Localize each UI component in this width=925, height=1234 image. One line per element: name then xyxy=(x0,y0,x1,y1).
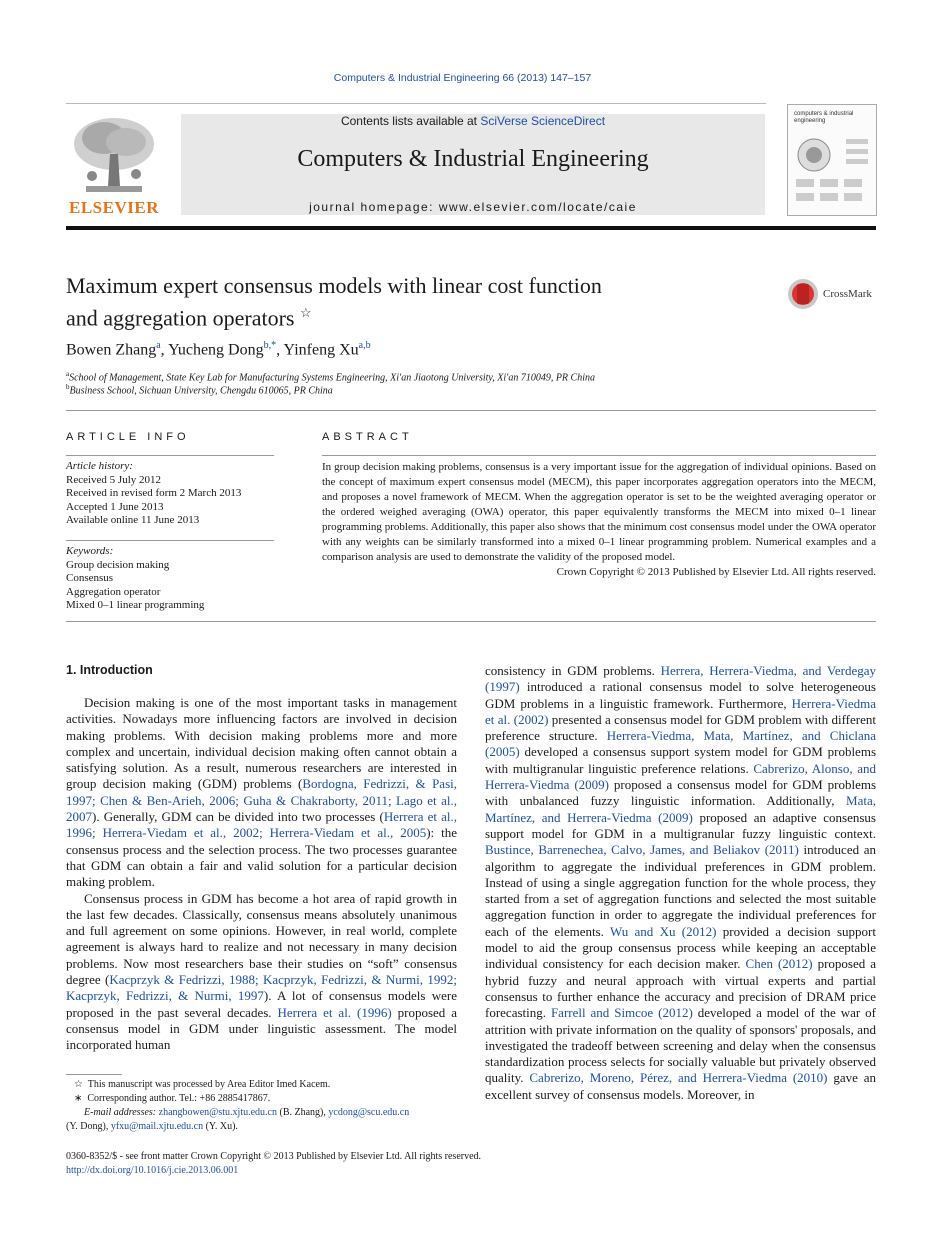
citation-link[interactable]: Wu and Xu (2012) xyxy=(609,923,717,939)
footnote-star-mark: ☆ xyxy=(74,1079,83,1090)
affiliation-b-text: Business School, Sichuan University, Chengdu 610065, PR China xyxy=(69,385,333,397)
footnote-editor: ☆ This manuscript was processed by Area Editor Imed Kacem. xyxy=(74,1079,331,1090)
keywords-label: Keywords: xyxy=(66,545,114,557)
citation-link[interactable]: Bordogna, Fedrizzi, & Pasi, 1997; Chen & Ben-Arieh, 2006; Guha & Chakraborty, 2011; Lago et al., 2007 xyxy=(66,776,457,825)
email-link[interactable]: ycdong@scu.edu.cn xyxy=(328,1107,410,1118)
cover-title: computers & industrial engineering xyxy=(794,111,854,124)
history-item: Received in revised form 2 March 2013 xyxy=(66,487,242,499)
citation-link[interactable]: Herrera et al., 1996; Herrera-Viedam et al., 2002; Herrera-Viedam et al., 2005 xyxy=(66,809,457,841)
citation-link[interactable]: Farrell and Simcoe (2012) xyxy=(550,1005,693,1021)
affiliation-a xyxy=(66,370,595,383)
keywords-rule xyxy=(66,540,274,541)
keywords xyxy=(66,545,276,613)
crossmark-label: CrossMark xyxy=(823,288,872,300)
journal-reference[interactable]: Computers & Industrial Engineering 66 (2013) 147–157 xyxy=(333,72,592,84)
doi-link[interactable]: http://dx.doi.org/10.1016/j.cie.2013.06.001 xyxy=(66,1165,239,1176)
abstract-body xyxy=(322,460,876,580)
citation-link[interactable]: Mata, Martínez, and Herrera-Viedma (2009) xyxy=(485,793,876,825)
footnote-emails: E-mail addresses: zhangbowen@stu.xjtu.edu.cn (B. Zhang), ycdong@scu.edu.cn xyxy=(84,1107,410,1118)
sciencedirect-link[interactable]: SciVerse ScienceDirect xyxy=(480,114,606,128)
article-info-heading: ARTICLE INFO xyxy=(66,431,190,443)
email-link[interactable]: zhangbowen@stu.xjtu.edu.cn xyxy=(158,1107,277,1118)
issn-doi-block xyxy=(66,1150,481,1178)
affiliation-sup[interactable]: b, xyxy=(263,340,272,351)
affiliation-rule xyxy=(66,410,876,411)
journal-cover-thumbnail xyxy=(787,104,877,216)
issn-line: 0360-8352/$ - see front matter Crown Copyright © 2013 Published by Elsevier Ltd. All rights reserved. xyxy=(66,1151,482,1162)
keyword-item: Group decision making xyxy=(66,558,170,571)
footnotes xyxy=(66,1078,458,1134)
affiliation-sup[interactable]: a xyxy=(156,340,161,351)
affiliation-sup[interactable]: a,b xyxy=(358,340,371,351)
author-name: Yucheng Dong xyxy=(168,341,264,359)
citation-link[interactable]: Chen (2012) xyxy=(745,956,813,972)
affiliation-b xyxy=(66,383,333,396)
header-thick-rule xyxy=(66,226,876,230)
article-title xyxy=(66,272,716,331)
article-history-label: Article history: xyxy=(66,460,133,472)
email-link[interactable]: yfxu@mail.xjtu.edu.cn xyxy=(110,1121,204,1132)
citation-link[interactable]: Herrera et al. (1996) xyxy=(277,1004,392,1020)
article-history xyxy=(66,460,276,528)
citation-link[interactable]: Cabrerizo, Alonso, and Herrera-Viedma (2009) xyxy=(485,760,876,793)
elsevier-wordmark: ELSEVIER xyxy=(69,198,159,217)
intro-paragraph-2: Consensus process in GDM has become a hot area of rapid growth in the last few decades. Classically, consensus means absolutely unanimous and full agreement on some opinions. However, in real world, complete agreement is always hard to realize and not necessary in many decision problems. Now most researchers base their studies on “soft” consensus degree (Kacprzyk & Fedrizzi, 1988; Kacprzyk, Fedrizzi, & Nurmi, 1992; Kacprzyk, Fedrizzi, & Nurmi, 1997). A lot of consensus models were proposed in the past several decades. Herrera et al. (1996) proposed a consensus model in GDM under linguistic assessment. The model incorporated human xyxy=(66,890,458,1053)
history-item: Available online 11 June 2013 xyxy=(66,514,200,526)
abstract-rule xyxy=(322,455,876,456)
footnote-emails-cont: (Y. Dong), yfxu@mail.xjtu.edu.cn (Y. Xu). xyxy=(66,1121,238,1132)
abstract-heading: ABSTRACT xyxy=(322,431,413,443)
intro-paragraph-3: consistency in GDM problems. Herrera, Herrera-Viedma, and Verdegay (1997) introduced a rational consensus model to solve heterogeneous GDM problems in a linguistic framework. Furthermore, Herrera-Viedma et al. (2002) presented a consensus model for GDM problem with different preference structure. Herrera-Viedma, Mata, Martínez, and Chiclana (2005) developed a consensus support system model for GDM problems with multigranular linguistic preference relations. Cabrerizo, Alonso, and Herrera-Viedma (2009) proposed a consensus model for GDM problems with unbalanced fuzzy linguistic information. Additionally, Mata, Martínez, and Herrera-Viedma (2009) proposed an adaptive consensus support model for GDM in a multigranular fuzzy linguistic context. Bustince, Barrenechea, Calvo, James, and Beliakov (2011) introduced an algorithm to aggregate the individual preferences in GDM problem. Instead of using a single aggregation function for the whole process, they started from a set of aggregation functions and selected the most suitable aggregation function in order to aggregate the individual preferences for each of the elements. Wu and Xu (2012) provided a decision support model to aid the group consensus process while keeping an acceptable individual consistency for each decision maker. Chen (2012) proposed a hybrid fuzzy and neural approach with virtual experts and partial consensus to further enhance the accuracy and precision of DRAM price forecasting. Farrell and Simcoe (2012) developed a model of the war of attrition with private information on the quality of sponsors' proposals, and investigated the tradeoff between screening and delay when the consensus standardization process selects for socially valuable but privately observed quality. Cabrerizo, Moreno, Pérez, and Herrera-Viedma (2010) gave an excellent survey of consensus models. Moreover, in xyxy=(485,663,877,1102)
corresponding-author-star[interactable]: * xyxy=(271,340,277,351)
citation-link[interactable]: Herrera-Viedma et al. (2002) xyxy=(485,695,876,727)
citation-link[interactable]: Cabrerizo, Moreno, Pérez, and Herrera-Viedma (2010) xyxy=(529,1070,828,1086)
citation-link[interactable]: Herrera, Herrera-Viedma, and Verdegay (1997) xyxy=(485,663,876,695)
abstract-bottom-rule xyxy=(66,621,876,622)
author-name: Bowen Zhang xyxy=(66,341,157,359)
keyword-item: Aggregation operator xyxy=(66,585,161,598)
author-name: Yinfeng Xu xyxy=(283,341,359,359)
contents-line xyxy=(181,114,765,128)
article-info-rule xyxy=(66,455,274,456)
citation-link[interactable]: Bustince, Barrenechea, Calvo, James, and Beliakov (2011) xyxy=(485,842,799,858)
header-top-rule xyxy=(66,103,766,104)
affiliation-b-sup: b xyxy=(66,383,70,391)
keyword-item: Mixed 0–1 linear programming xyxy=(66,599,205,611)
title-line-1: Maximum expert consensus models with linear cost function xyxy=(66,273,602,298)
footnote-rule xyxy=(66,1074,122,1075)
intro-right-column xyxy=(485,663,876,1103)
title-line-2: and aggregation operators xyxy=(66,305,295,331)
crossmark-icon xyxy=(787,278,819,310)
affiliation-a-sup: a xyxy=(66,370,70,378)
history-item: Accepted 1 June 2013 xyxy=(66,500,164,513)
intro-paragraph-1: Decision making is one of the most important tasks in management activities. Nowadays more influencing factors are involved in decision making problems. With decision making problems more and more complex and uncertain, individual decision making often cannot obtain a satisfying solution. As a result, numerous researchers are interested in group decision making (GDM) problems (Bordogna, Fedrizzi, & Pasi, 1997; Chen & Ben-Arieh, 2006; Guha & Chakraborty, 2011; Lago et al., 2007). Generally, GDM can be divided into two processes (Herrera et al., 1996; Herrera-Viedam et al., 2002; Herrera-Viedam et al., 2005): the consensus process and the selection process. The two processes guarantee that GDM can obtain a fair and valid solution for a particular decision making problem. xyxy=(66,695,457,890)
abstract-copyright: Crown Copyright © 2013 Published by Elsevier Ltd. All rights reserved. xyxy=(556,566,876,578)
intro-heading: 1. Introduction xyxy=(66,663,153,677)
citation-link[interactable]: Kacprzyk & Fedrizzi, 1988; Kacprzyk, Fedrizzi, & Nurmi, 1992; Kacprzyk, Fedrizzi, & Nurmi, 1997 xyxy=(66,972,458,1004)
crossmark-badge[interactable] xyxy=(787,278,877,312)
title-footnote-star[interactable]: ☆ xyxy=(299,305,312,320)
intro-left-column xyxy=(66,695,457,1054)
affiliation-a-text: School of Management, State Key Lab for Manufacturing Systems Engineering, Xi'an Jiaotong University, Xi'an 710049, PR China xyxy=(69,372,595,384)
author-list: Bowen Zhang$^a$, Yucheng Dong$^{b,*}$, Yinfeng Xu$^{a,b}$ xyxy=(66,340,371,359)
citation-link[interactable]: Herrera-Viedma, Mata, Martínez, and Chiclana (2005) xyxy=(485,728,876,760)
history-item: Received 5 July 2012 xyxy=(66,473,162,486)
journal-name: Computers & Industrial Engineering xyxy=(297,146,649,172)
footnote-corr-mark: ∗ xyxy=(74,1093,83,1104)
footnote-corresponding: ∗ Corresponding author. Tel.: +86 2885417867. xyxy=(74,1093,271,1104)
abstract-text: In group decision making problems, consensus is a very important issue for the aggregation of individual opinions. Based on the concept of maximum expert consensus model (MECM), this paper incorporates aggregation operators into the MECM, and proposes a novel framework of MECM. When the aggregation operator is set to be the weighted averaging operator or the ordered weighed averaging (OWA) operator, this paper equivalently transforms the MECM into mixed 0–1 linear programming problems. Additionally, this paper also shows that the minimum cost consensus model under the OWA operator with any weights can be similarly transformed into a mixed 0–1 linear programming problem. Numerical examples and a comparison analysis are used to demonstrate the validity of the proposed model. xyxy=(322,461,876,563)
contents-prefix: Contents lists available at xyxy=(340,114,481,128)
journal-homepage[interactable]: journal homepage: www.elsevier.com/locate/caie xyxy=(309,200,637,214)
keyword-item: Consensus xyxy=(66,572,114,584)
